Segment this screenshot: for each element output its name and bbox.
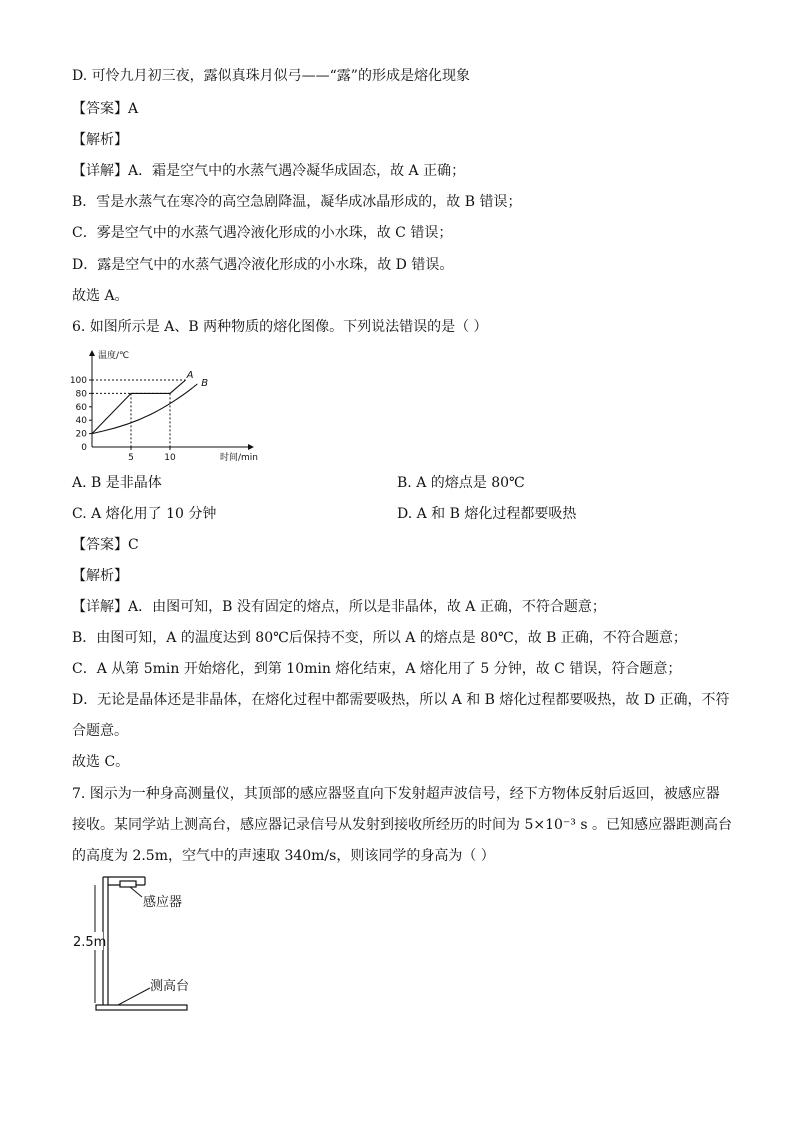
y-tick-label: 20 [75, 429, 87, 440]
height-meter-figure [70, 872, 210, 1022]
q5-detail-d: D．露是空气中的水蒸气遇冷液化形成的小水珠，故 D 错误。 [72, 257, 454, 273]
q5-option-d: D. 可怜九月初三夜，露似真珠月似弓——“露”的形成是熔化现象 [72, 68, 470, 84]
q5-analysis-heading: 【解析】 [72, 132, 128, 148]
x-axis-label: 时间/min [219, 453, 258, 463]
q7-stem-line-2: 接收。某同学站上测高台，感应器记录信号从发射到接收所经历的时间为 5×10⁻³ s 。已知感应器距测高台 [72, 817, 732, 833]
q6-option-a: A. B 是非晶体 [72, 475, 162, 491]
q6-detail-d2: 合题意。 [72, 723, 128, 739]
platform-label: 测高台 [150, 979, 190, 994]
platform [96, 1005, 187, 1010]
series-label-a: A [186, 370, 194, 381]
q6-detail-b: B．由图可知，A 的温度达到 80℃后保持不变，所以 A 的熔点是 80℃，故 B 正确，不符合题意； [72, 630, 687, 646]
q5-detail-a: 【详解】A．霜是空气中的水蒸气遇冷凝华成固态，故 A 正确； [72, 163, 466, 179]
y-tick-label: 40 [75, 416, 87, 427]
q6-stem: 6. 如图所示是 A、B 两种物质的熔化图像。下列说法错误的是（ ） [72, 319, 488, 335]
height-label: 2.5m [73, 935, 107, 950]
q5-detail-c: C．雾是空气中的水蒸气遇冷液化形成的小水珠，故 C 错误； [72, 225, 453, 241]
q7-stem-line-3: 的高度为 2.5m，空气中的声速取 340m/s，则该同学的身高为（ ） [72, 848, 495, 864]
q5-choose: 故选 A。 [72, 288, 129, 304]
series-line-a [92, 380, 186, 434]
x-tick-label: 5 [128, 453, 134, 463]
y-tick-label: 80 [75, 389, 87, 400]
q6-detail-d1: D．无论是晶体还是非晶体，在熔化过程中都需要吸热，所以 A 和 B 熔化过程都要吸热，故 D 正确，不符 [72, 692, 730, 708]
sensor-box [120, 881, 136, 887]
series-label-b: B [201, 378, 209, 390]
y-tick-label: 100 [69, 376, 87, 386]
y-axis-label: 温度/℃ [98, 351, 130, 361]
sensor-label: 感应器 [143, 895, 183, 910]
q6-option-c: C. A 熔化用了 10 分钟 [72, 506, 217, 522]
q7-stem-line-1: 7. 图示为一种身高测量仪，其顶部的感应器竖直向下发射超声波信号，经下方物体反射后返回，被感应器 [72, 786, 720, 802]
q6-choose: 故选 C。 [72, 754, 130, 770]
platform-leader-line [118, 988, 150, 1005]
y-axis-arrow [89, 350, 95, 356]
x-axis-arrow [248, 444, 254, 450]
q6-option-d: D. A 和 B 熔化过程都要吸热 [397, 506, 577, 522]
series-line-b [92, 384, 197, 434]
q6-detail-a: 【详解】A．由图可知，B 没有固定的熔点，所以是非晶体，故 A 正确，不符合题意； [72, 599, 606, 615]
q6-option-b: B. A 的熔点是 80℃ [397, 475, 525, 491]
q5-detail-b: B．雪是水蒸气在寒冷的高空急剧降温，凝华成冰晶形成的，故 B 错误； [72, 194, 522, 210]
melting-chart [69, 346, 272, 466]
sensor-leader-line [130, 887, 142, 897]
q6-detail-c: C．A 从第 5min 开始熔化，到第 10min 熔化结束，A 熔化用了 5 分钟，故 C 错误，符合题意； [72, 661, 682, 677]
q5-answer: 【答案】A [72, 101, 139, 117]
q6-analysis-heading: 【解析】 [72, 568, 128, 584]
x-tick-label: 10 [164, 453, 176, 463]
q6-answer: 【答案】C [72, 537, 139, 553]
y-tick-label: 60 [75, 402, 87, 413]
y-tick-label: 0 [81, 443, 87, 453]
